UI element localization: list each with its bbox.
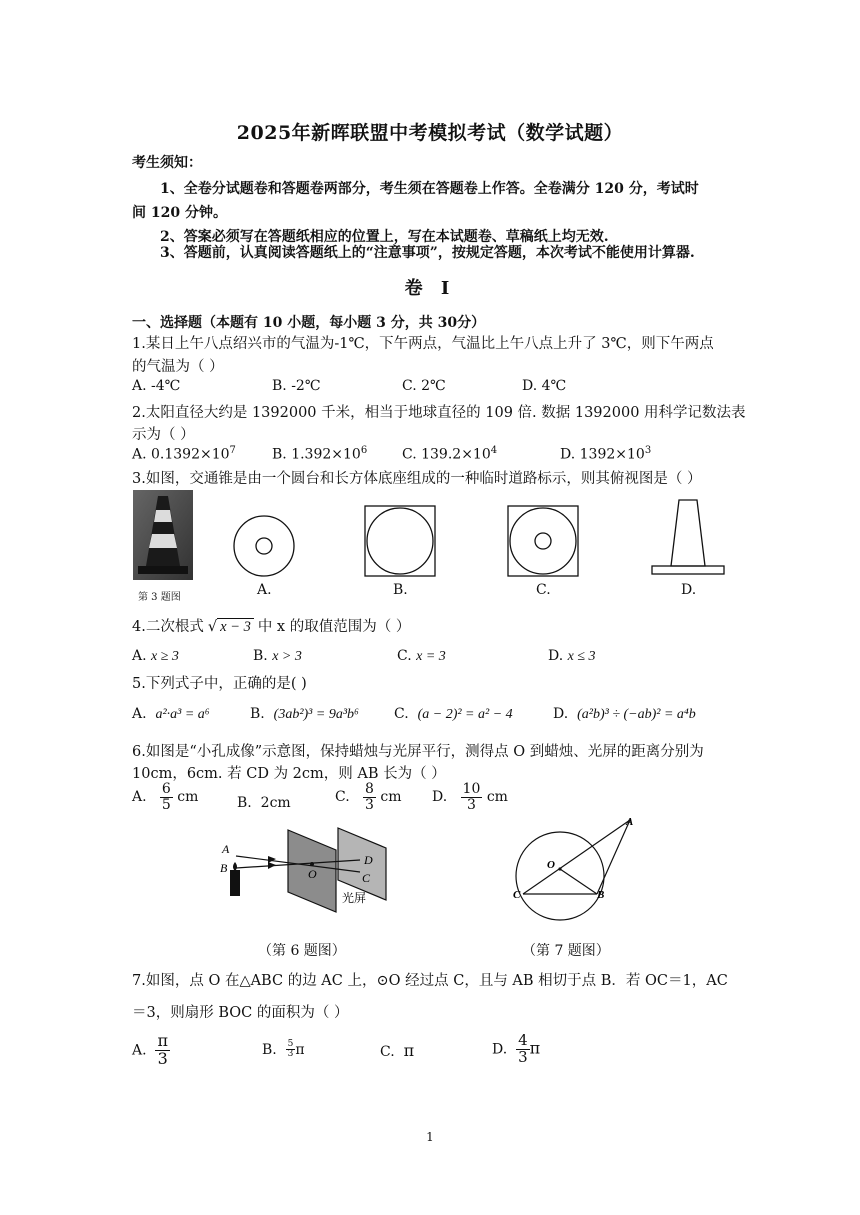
q6-option-d: D. $\frac{10}{3}$ cm	[432, 781, 508, 813]
volume-label: 卷 I	[404, 278, 456, 299]
q3-figures	[130, 488, 730, 588]
q3-label-b: B.	[393, 582, 408, 598]
q7-option-d: D. $\frac{4}{3}$ π	[492, 1031, 541, 1066]
q7-stem: 7.如图，点 O 在△ABC 的边 AC 上，⊙O 经过点 C，且与 AB 相切于点 B．若 OC＝1，AC	[132, 973, 728, 989]
q1-option-d: D. 4℃	[522, 378, 567, 394]
note-3: 3、答题前，认真阅读答题纸上的“注意事项”，按规定答题，本次考试不能使用计算器.	[160, 245, 695, 261]
q4-radicand: x − 3	[217, 618, 254, 635]
q7-label-c: C	[513, 889, 521, 901]
q3-photo-caption: 第 3 题图	[138, 592, 181, 603]
notes-heading: 考生须知：	[132, 155, 202, 171]
q5-option-a: A. a²·a³ = a⁶	[132, 706, 210, 722]
q6-label-a: A	[222, 842, 230, 856]
q1-option-b: B. -2℃	[272, 378, 321, 394]
q4-stem: 4.二次根式 √ x − 3 中 x 的取值范围为（ ）	[132, 619, 411, 635]
note-2: 2、答案必须写在答题纸相应的位置上，写在本试题卷、草稿纸上均无效.	[160, 229, 609, 245]
q1-stem-cont: 的气温为（ ）	[132, 359, 224, 375]
q2-option-d: D. $1392\times 10^3$	[560, 445, 652, 463]
q1-option-a: A. -4℃	[132, 378, 181, 394]
q7-option-c: C. π	[380, 1041, 415, 1060]
q5-stem: 5.下列式子中，正确的是( )	[132, 676, 307, 692]
q4-option-b: B. x > 3	[253, 648, 302, 664]
q6-label-screen: 光屏	[342, 891, 367, 905]
q2-option-a: A. $0.1392\times 10^7$	[132, 445, 236, 463]
q6-stem-cont: 10cm，6cm. 若 CD 为 2cm，则 AB 长为（ ）	[132, 766, 446, 782]
q2-stem-cont: 示为（ ）	[132, 427, 195, 443]
q5-option-c: C. (a − 2)² = a² − 4	[394, 706, 513, 722]
section-heading: 一、选择题（本题有 10 小题，每小题 3 分，共 30分）	[132, 315, 486, 331]
q6-label-b: B	[220, 861, 228, 875]
q7-label-o: O	[547, 859, 555, 871]
q7-label-a: A	[626, 816, 634, 828]
page-title: 2025年新晖联盟中考模拟考试（数学试题）	[236, 122, 624, 144]
q7-option-a: A. $\frac{\pi}{3}$	[132, 1031, 168, 1068]
note-1-cont: 间 120 分钟。	[132, 205, 227, 221]
page-number: 1	[426, 1130, 434, 1144]
q5-option-b: B. (3ab²)³ = 9a³b⁶	[250, 706, 359, 722]
q3-label-a: A.	[257, 582, 272, 598]
q2-option-b: B. $1.392\times 10^6$	[272, 445, 368, 463]
traffic-cone-photo	[133, 490, 193, 580]
q2-stem: 2.太阳直径大约是 1392000 千米，相当于地球直径的 109 倍. 数据 1392000 用科学记数法表	[132, 405, 746, 421]
q6-label-d: D	[364, 853, 373, 867]
note-1: 1、全卷分试题卷和答题卷两部分，考生须在答题卷上作答。全卷满分 120 分，考试时	[160, 181, 699, 197]
q6-figure	[210, 820, 410, 915]
q7-stem-cont: ＝3，则扇形 BOC 的面积为（ ）	[132, 1005, 349, 1021]
q7-figure	[505, 812, 655, 932]
q3-option-b-figure	[365, 506, 435, 576]
q6-option-b: B. 2cm	[237, 795, 291, 811]
q7-option-b: B. $\frac{5}{3}$ π	[262, 1039, 305, 1060]
q1-option-c: C. 2℃	[402, 378, 446, 394]
q7-figure-caption: （第 7 题图）	[522, 943, 610, 959]
q6-figure-caption: （第 6 题图）	[258, 943, 346, 959]
q6-label-c: C	[362, 871, 371, 885]
q4-option-c: C. x = 3	[397, 648, 446, 664]
q7-label-b: B	[597, 889, 605, 901]
q3-label-c: C.	[536, 582, 551, 598]
q3-option-d-figure	[652, 500, 724, 574]
q3-label-d: D.	[681, 582, 697, 598]
q4-option-a: A. x ≥ 3	[132, 648, 179, 664]
q6-option-c: C. $\frac{8}{3}$ cm	[335, 781, 402, 813]
q3-option-c-figure	[508, 506, 578, 576]
q3-stem: 3.如图，交通锥是由一个圆台和长方体底座组成的一种临时道路标示，则其俯视图是（ ）	[132, 471, 702, 487]
q5-option-d: D. (a²b)³ ÷ (−ab)² = a⁴b	[553, 706, 696, 722]
candle-icon	[230, 870, 240, 896]
q1-stem: 1.某日上午八点绍兴市的气温为-1℃，下午两点，气温比上午八点上升了 3℃，则下午两点	[132, 336, 714, 352]
q2-option-c: C. $139.2\times 10^4$	[402, 445, 498, 463]
q3-option-a-figure	[234, 516, 294, 576]
q4-option-d: D. x ≤ 3	[548, 648, 596, 664]
q6-label-o: O	[308, 867, 317, 881]
q6-stem: 6.如图是“小孔成像”示意图，保持蜡烛与光屏平行，测得点 O 到蜡烛、光屏的距离分别为	[132, 744, 704, 760]
q6-option-a: A. $\frac{6}{5}$ cm	[132, 781, 199, 813]
